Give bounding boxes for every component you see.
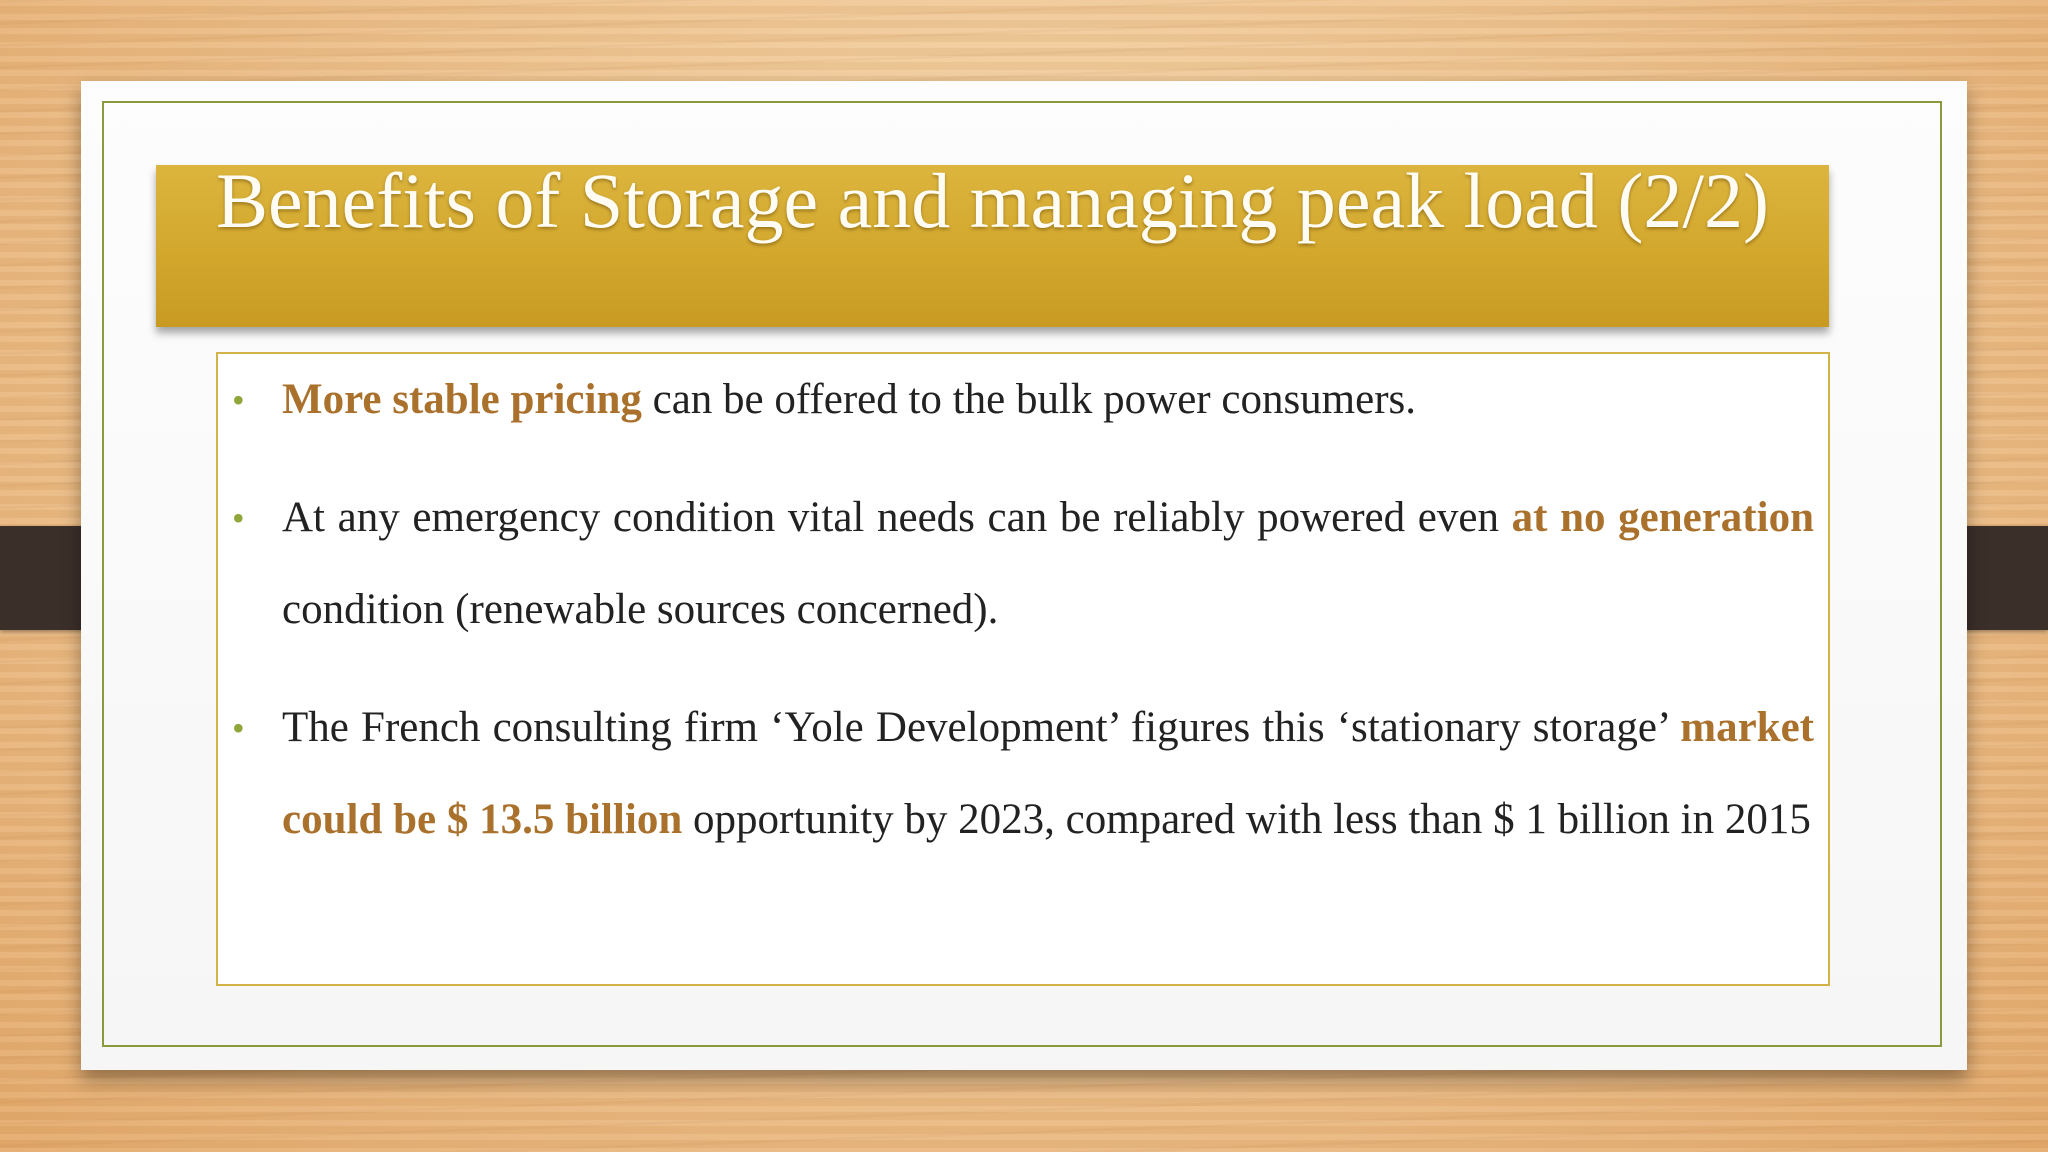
body-text: opportunity by 2023, compared with less than $ 1 billion in 2015 bbox=[682, 796, 1811, 843]
body-text: The French consulting firm ‘Yole Development’ figures this ‘stationary storage’ bbox=[282, 704, 1681, 751]
emphasis-text: market could be $ 13.5 billion bbox=[282, 704, 1814, 843]
body-text: At any emergency condition vital needs can be reliably powered even bbox=[282, 494, 1512, 541]
bullet-text bbox=[282, 354, 1814, 446]
bullet-dot-icon: • bbox=[232, 498, 245, 538]
bullet-dot-icon: • bbox=[232, 708, 245, 748]
body-text: can be offered to the bulk power consumers. bbox=[641, 376, 1417, 423]
body-text: condition (renewable sources concerned). bbox=[282, 586, 999, 633]
bullet-text bbox=[282, 472, 1814, 656]
emphasis-text: More stable pricing bbox=[282, 376, 642, 423]
slide-card bbox=[81, 81, 1967, 1070]
slide-title: Benefits of Storage and managing peak load (2/2) bbox=[215, 157, 1770, 244]
content-box bbox=[216, 352, 1830, 986]
bullet-text bbox=[282, 682, 1814, 866]
bullet-dot-icon: • bbox=[232, 380, 245, 420]
emphasis-text: at no generation bbox=[1511, 494, 1814, 541]
